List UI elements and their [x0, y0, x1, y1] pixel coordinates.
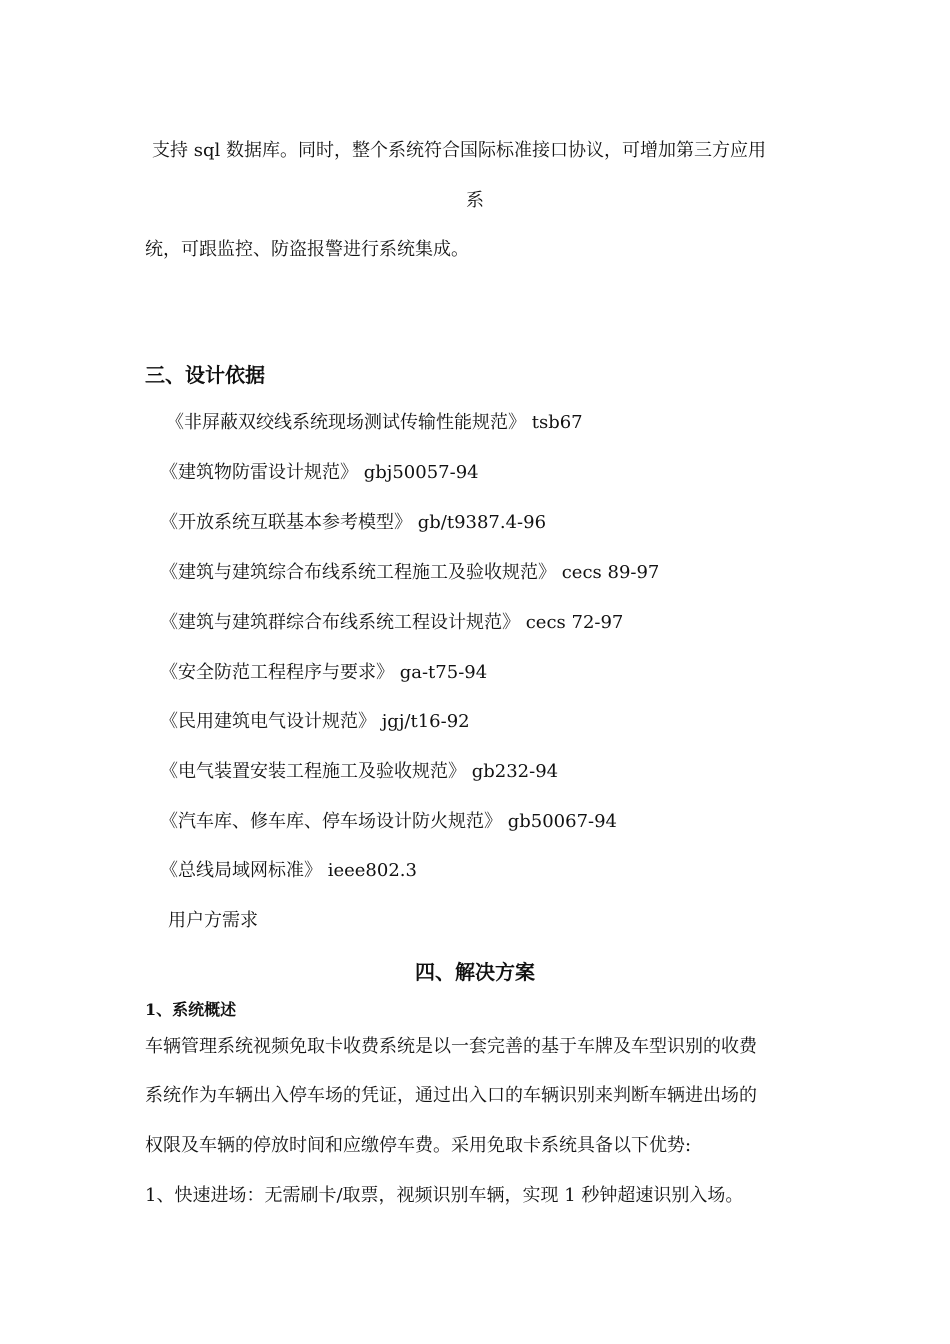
intro-line-1: 支持 sql 数据库。同时，整个系统符合国际标准接口协议，可增加第三方应用: [152, 140, 766, 161]
section-3-title: 三、设计依据: [145, 363, 265, 387]
overview-paragraph-line-2: 系统作为车辆出入停车场的凭证，通过出入口的车辆识别来判断车辆进出场的: [145, 1085, 757, 1106]
reference-item: 《建筑物防雷设计规范》 gbj50057-94: [160, 462, 479, 483]
overview-paragraph-line-1: 车辆管理系统视频免取卡收费系统是以一套完善的基于车牌及车型识别的收费: [145, 1036, 757, 1057]
reference-item: 《建筑与建筑群综合布线系统工程设计规范》 cecs 72-97: [160, 612, 624, 633]
reference-item: 《电气装置安装工程施工及验收规范》 gb232-94: [160, 761, 559, 782]
section-4-title: 四、解决方案: [415, 960, 535, 984]
reference-item: 《安全防范工程程序与要求》 ga-t75-94: [160, 662, 488, 683]
advantage-item-1: 1、快速进场：无需刷卡/取票，视频识别车辆，实现 1 秒钟超速识别入场。: [145, 1185, 744, 1206]
user-needs-label: 用户方需求: [168, 910, 258, 931]
overview-paragraph-line-3: 权限及车辆的停放时间和应缴停车费。采用免取卡系统具备以下优势:: [145, 1135, 692, 1156]
reference-item: 《建筑与建筑综合布线系统工程施工及验收规范》 cecs 89-97: [160, 562, 660, 583]
reference-item: 《汽车库、修车库、停车场设计防火规范》 gb50067-94: [160, 811, 618, 832]
intro-line-2: 系: [466, 190, 484, 211]
reference-item: 《开放系统互联基本参考模型》 gb/t9387.4-96: [160, 512, 547, 533]
intro-line-3: 统，可跟监控、防盗报警进行系统集成。: [145, 239, 469, 260]
reference-item: 《民用建筑电气设计规范》 jgj/t16-92: [160, 711, 470, 732]
reference-item: 《总线局域网标准》 ieee802.3: [160, 860, 417, 881]
section-4-subtitle: 1、系统概述: [145, 1000, 237, 1019]
reference-item: 《非屏蔽双绞线系统现场测试传输性能规范》 tsb67: [166, 412, 583, 433]
